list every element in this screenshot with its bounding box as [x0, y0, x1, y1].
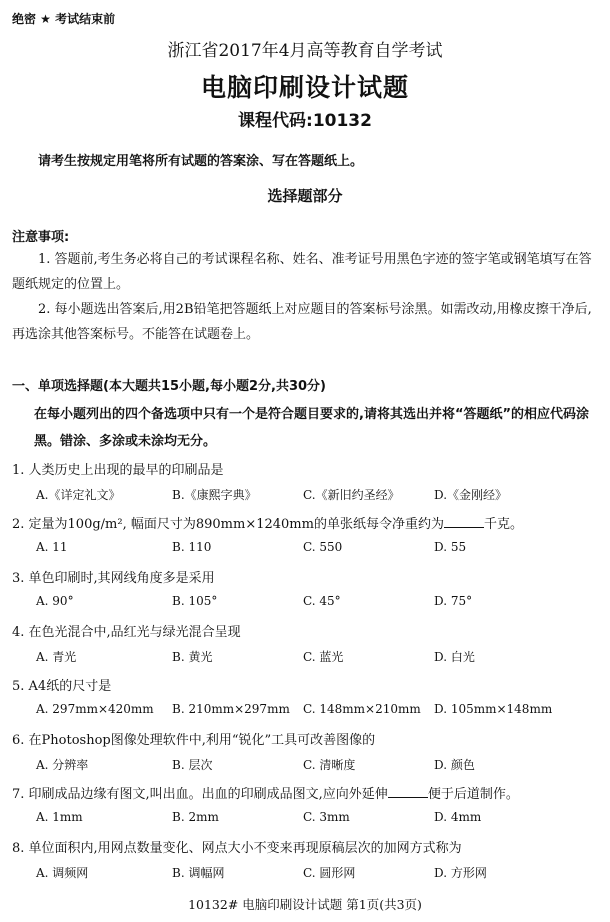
- option-a: A. 297mm×420mm: [36, 702, 154, 716]
- confidentiality-label: 绝密 ★ 考试结束前: [12, 12, 116, 26]
- option-d: D. 方形网: [434, 866, 487, 880]
- option-b: B. 黄光: [172, 650, 213, 664]
- notes-title: 注意事项:: [12, 230, 70, 245]
- question-stem: 6. 在Photoshop图像处理软件中,利用“锐化”工具可改善图像的: [12, 733, 376, 748]
- option-d: D. 55: [434, 540, 467, 554]
- question-stem: 8. 单位面积内,用网点数量变化、网点大小不变来再现原稿层次的加网方式称为: [12, 841, 462, 856]
- option-c: C. 3mm: [303, 810, 350, 824]
- option-b: B.《康熙字典》: [172, 488, 257, 502]
- section-title: 选择题部分: [267, 187, 343, 205]
- option-b: B. 105°: [172, 594, 218, 608]
- option-c: C.《新旧约圣经》: [303, 488, 400, 502]
- option-b: B. 调幅网: [172, 866, 225, 880]
- part-title: 一、单项选择题(本大题共15小题,每小题2分,共30分): [12, 379, 326, 394]
- option-b: B. 210mm×297mm: [172, 702, 290, 716]
- question-stem: 4. 在色光混合中,品红光与绿光混合呈现: [12, 625, 241, 640]
- question-stem: 5. A4纸的尺寸是: [12, 679, 112, 694]
- question-text: 7. 印刷成品边缘有图文,叫出血。出血的印刷成品图文,应向外延伸: [12, 787, 388, 802]
- exam-header: 浙江省2017年4月高等教育自学考试: [167, 41, 443, 61]
- general-instruction: 请考生按规定用笔将所有试题的答案涂、写在答题纸上。: [38, 154, 364, 169]
- question-stem: [12, 783, 519, 802]
- option-d: D. 105mm×148mm: [434, 702, 553, 716]
- page-title: 电脑印刷设计试题: [200, 73, 409, 102]
- question-stem: 3. 单色印刷时,其网线角度多是采用: [12, 571, 215, 586]
- option-d: D. 白光: [434, 650, 475, 664]
- answer-blank: [444, 515, 484, 528]
- option-c: C. 45°: [303, 594, 341, 608]
- option-b: B. 110: [172, 540, 212, 554]
- option-a: A. 1mm: [36, 810, 83, 824]
- option-d: D. 75°: [434, 594, 473, 608]
- question-stem: 1. 人类历史上出现的最早的印刷品是: [12, 463, 224, 478]
- page-footer: 10132# 电脑印刷设计试题 第1页(共3页): [188, 897, 422, 912]
- option-c: C. 蓝光: [303, 650, 344, 664]
- option-c: C. 圆形网: [303, 866, 356, 880]
- option-b: B. 层次: [172, 758, 213, 772]
- answer-blank: [388, 785, 428, 798]
- option-a: A. 11: [36, 540, 68, 554]
- option-a: A. 调频网: [36, 866, 89, 880]
- option-c: C. 550: [303, 540, 343, 554]
- option-b: B. 2mm: [172, 810, 219, 824]
- option-a: A. 青光: [36, 650, 77, 664]
- question-text: 便于后道制作。: [427, 787, 519, 802]
- note-item: 2. 每小题选出答案后,用2B铅笔把答题纸上对应题目的答案标号涂黑。如需改动,用橡皮擦干净后,再选涂其他答案标号。不能答在试题卷上。: [12, 302, 592, 342]
- option-a: A. 90°: [36, 594, 74, 608]
- course-code: 课程代码:10132: [238, 111, 372, 131]
- question-stem: [12, 513, 523, 532]
- part-instruction: 在每小题列出的四个备选项中只有一个是符合题目要求的,请将其选出并将“答题纸”的相应代码涂黑。错涂、多涂或未涂均无分。: [34, 407, 590, 449]
- question-text: 2. 定量为100g/m², 幅面尺寸为890mm×1240mm的单张纸每令净重约为: [12, 517, 444, 532]
- option-c: C. 清晰度: [303, 758, 356, 772]
- note-item: 1. 答题前,考生务必将自己的考试课程名称、姓名、准考证号用黑色字迹的签字笔或钢笔填写在答题纸规定的位置上。: [12, 252, 592, 292]
- option-c: C. 148mm×210mm: [303, 702, 421, 716]
- question-text: 千克。: [483, 517, 523, 532]
- option-d: D. 颜色: [434, 758, 475, 772]
- option-a: A.《详定礼文》: [36, 488, 121, 502]
- option-d: D. 4mm: [434, 810, 482, 824]
- option-a: A. 分辨率: [36, 758, 89, 772]
- option-d: D.《金刚经》: [434, 488, 508, 502]
